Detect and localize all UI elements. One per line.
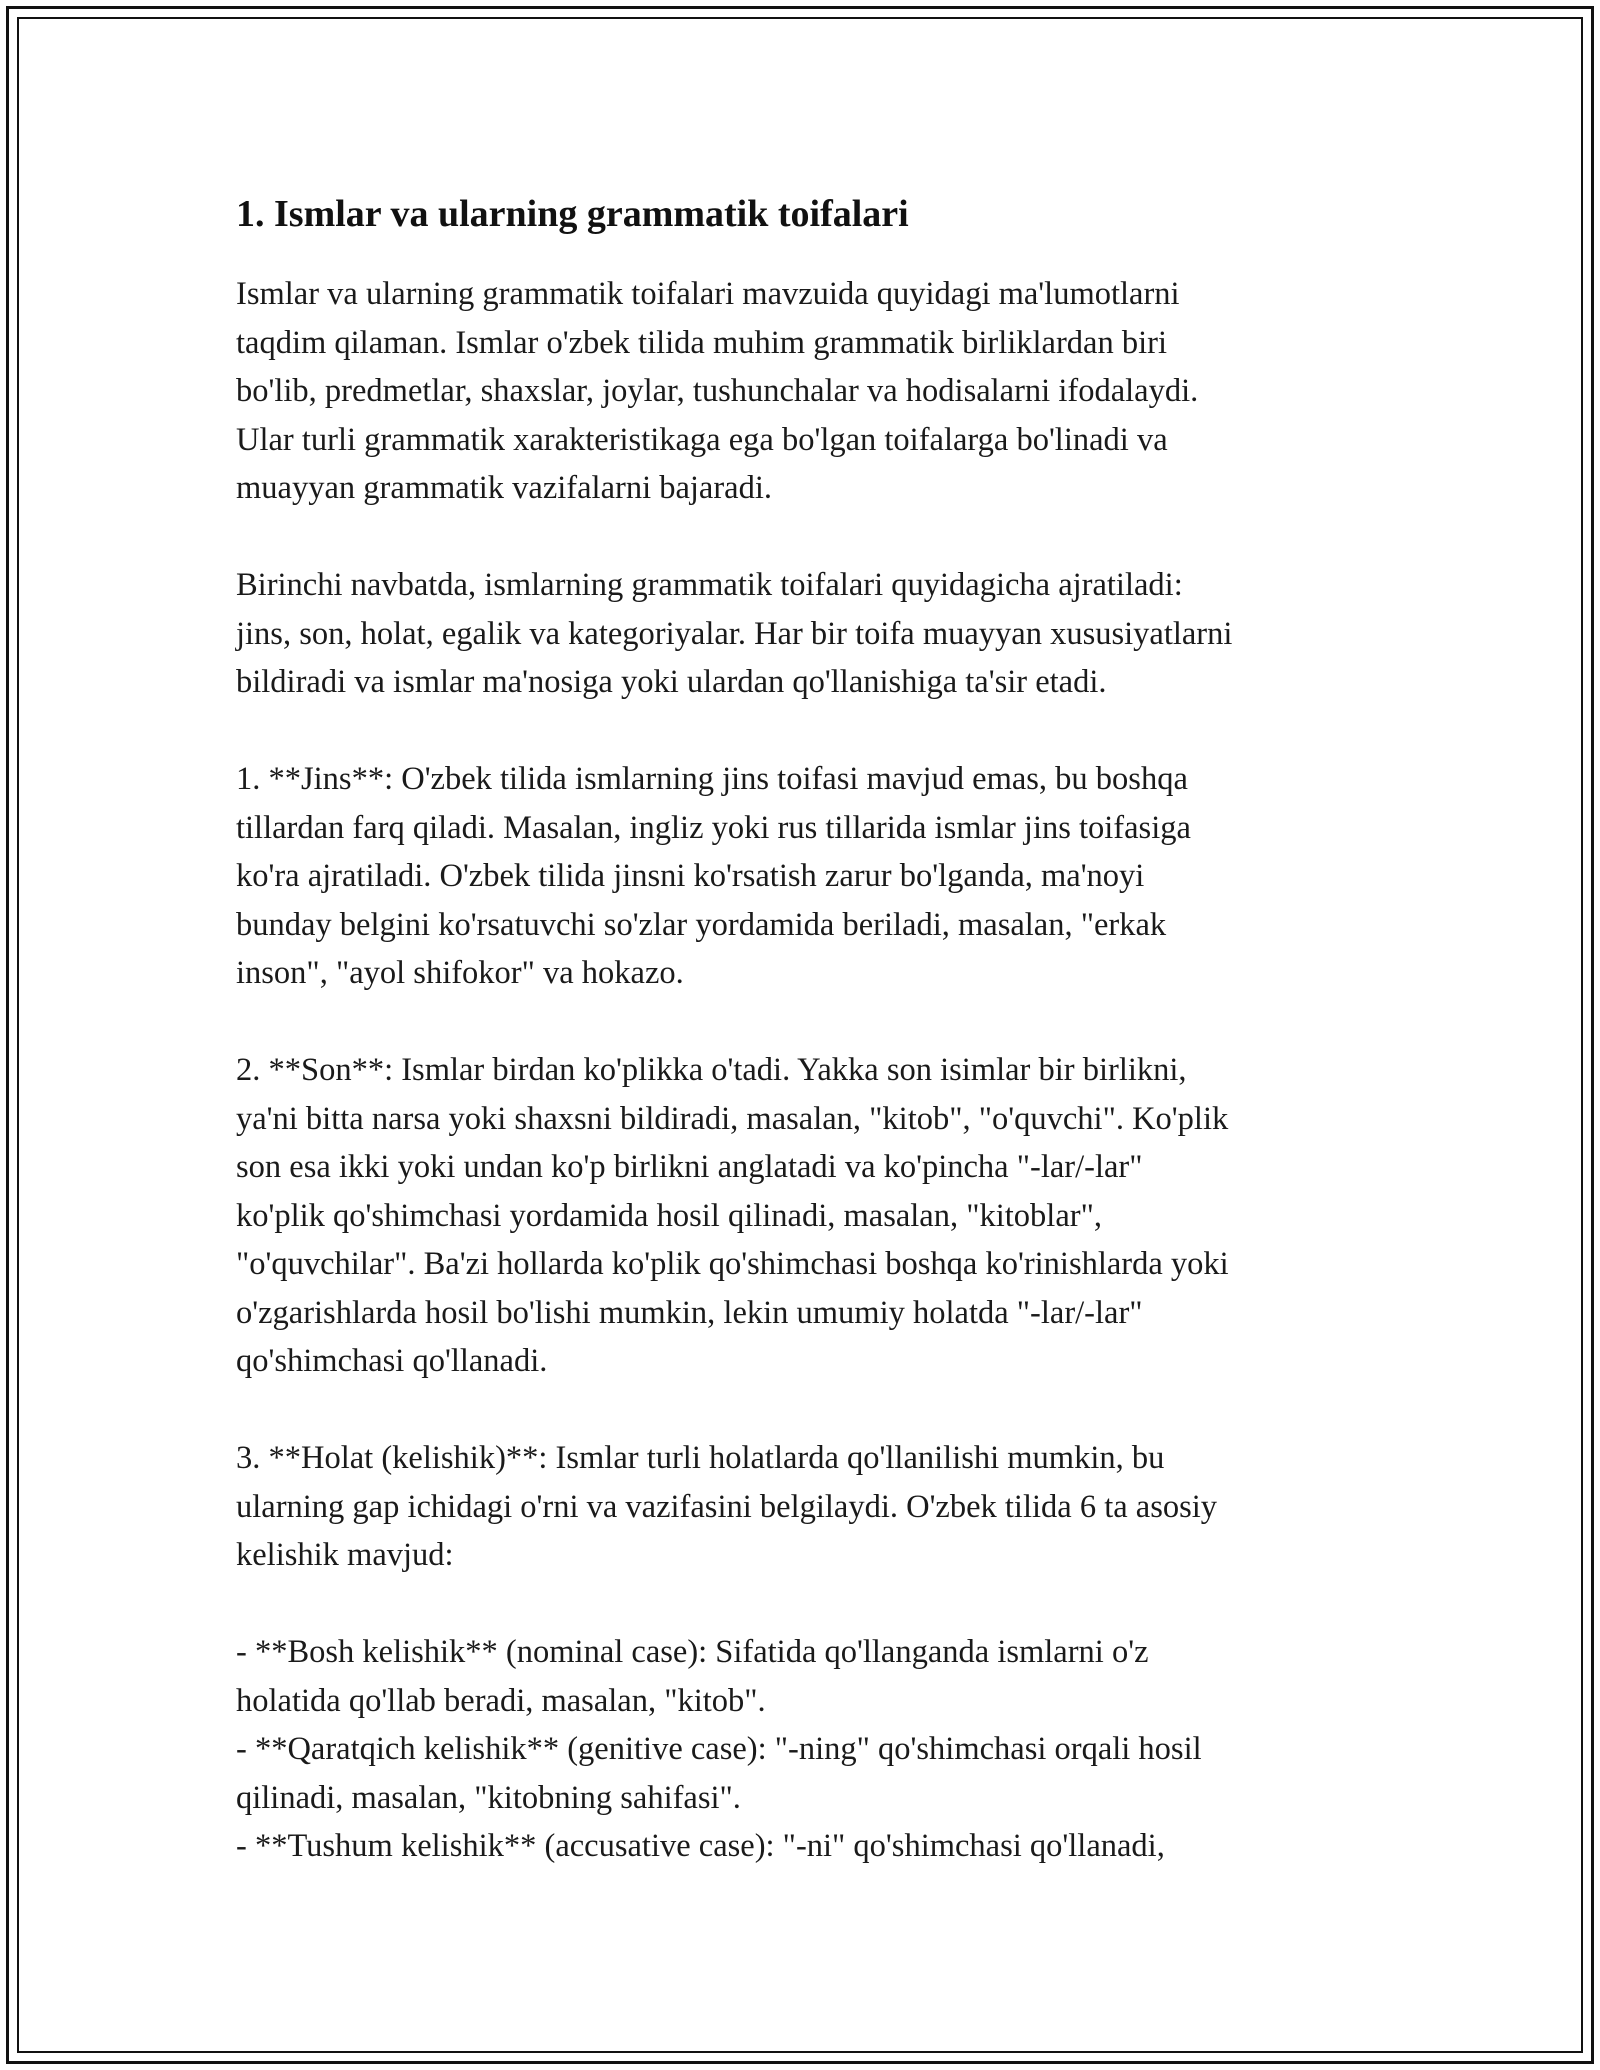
section-heading: 1. Ismlar va ularning grammatik toifalari — [236, 193, 909, 235]
paragraph-intro: Ismlar va ularning grammatik toifalari mavzuida quyidagi ma'lumotlarni taqdim qilaman. Ismlar o'zbek tilida muhim grammatik birliklardan biri bo'lib, predmetlar, shaxslar, joylar, tushunchalar va hodisalarni ifodalaydi. Ular turli grammatik xarakteristikaga ega bo'lgan toifalarga bo'linadi va muayyan grammatik vazifalarni bajaradi. — [236, 276, 1199, 506]
paragraph-holat: 3. **Holat (kelishik)**: Ismlar turli holatlarda qo'llanilishi mumkin, bu ularning gap ichidagi o'rni va vazifasini belgilaydi. O'zbek tilida 6 ta asosiy kelishik mavjud: — [236, 1440, 1218, 1573]
document-body — [236, 190, 1386, 1871]
paragraph-categories: Birinchi navbatda, ismlarning grammatik toifalari quyidagicha ajratiladi: jins, son, holat, egalik va kategoriyalar. Har bir toifa muayyan xususiyatlarni bildiradi va ismlar ma'nosiga yoki ulardan qo'llanishiga ta'sir etadi. — [236, 567, 1233, 700]
paragraph-jins: 1. **Jins**: O'zbek tilida ismlarning jins toifasi mavjud emas, bu boshqa tillardan farq qiladi. Masalan, ingliz yoki rus tillarida ismlar jins toifasiga ko'ra ajratiladi. O'zbek tilida jinsni ko'rsatish zarur bo'lganda, ma'noyi bunday belgini ko'rsatuvchi so'zlar yordamida beriladi, masalan, "erkak inson", "ayol shifokor" va hokazo. — [236, 761, 1191, 991]
paragraph-son: 2. **Son**: Ismlar birdan ko'plikka o'tadi. Yakka son isimlar bir birlikni, ya'ni bitta narsa yoki shaxsni bildiradi, masalan, "kitob", "o'quvchi". Ko'plik son esa ikki yoki undan ko'p birlikni anglatadi va ko'pincha "-lar/-lar" ko'plik qo'shimchasi yordamida hosil qilinadi, masalan, "kitoblar", "o'quvchilar". Ba'zi hollarda ko'plik qo'shimchasi boshqa ko'rinishlarda yoki o'zgarishlarda hosil bo'lishi mumkin, lekin umumiy holatda "-lar/-lar" qo'shimchasi qo'llanadi. — [236, 1052, 1229, 1379]
case-list: - **Bosh kelishik** (nominal case): Sifatida qo'llanganda ismlarni o'z holatida qo'llab beradi, masalan, "kitob". - **Qaratqich kelishik** (genitive case): "-ning" qo'shimchasi orqali hosil qilinadi, masalan, "kitobning sahifasi". - **Tushum kelishik** (accusative case): "-ni" qo'shimchasi qo'llanadi, — [236, 1634, 1202, 1864]
